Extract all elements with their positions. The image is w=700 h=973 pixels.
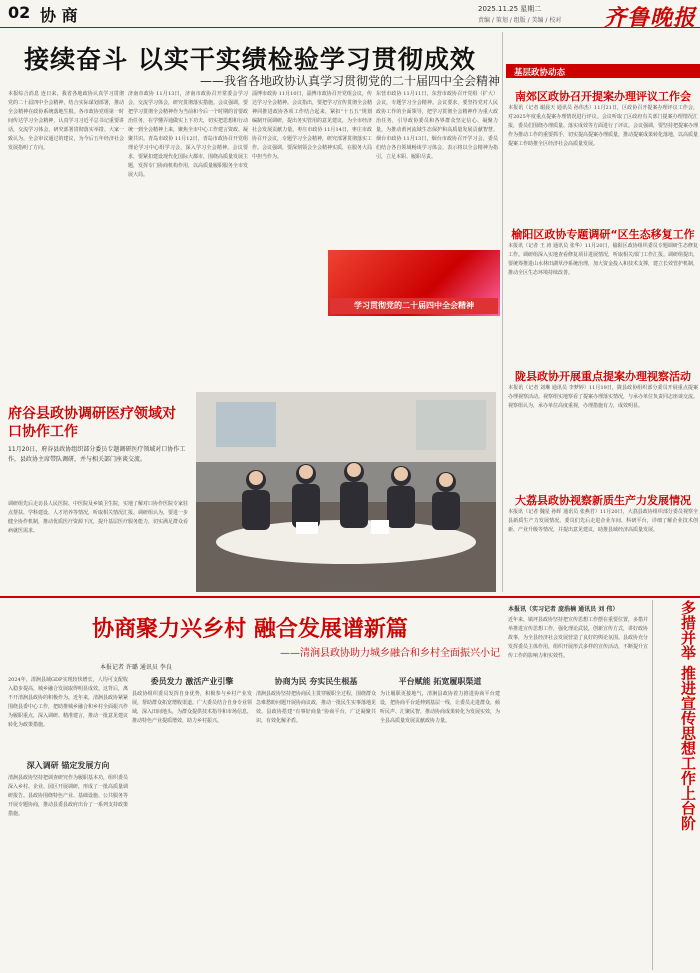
page-section-name: 协 商 bbox=[40, 6, 78, 25]
page-number: 02 bbox=[8, 3, 31, 22]
lead-body-col-1: 本报综合消息 连日来，我省各地政协认真学习贯彻党的二十届四中全会精神，结合实际谋划部署，推动全会精神在政协系统落地生根。各市政协党组第一时间传达学习全会精神，认真学习习近平总书记重要讲话，交流学习体会，研究部署贯彻落实举措。大家一致认为，全会审议通过的建议，为今后五年经济社会发展指明了方向。 bbox=[8, 91, 124, 151]
sidebar-bar-title: 基层政协动态 bbox=[506, 64, 700, 78]
profile-article-body: 调研组先后走访县人民医院、中医院及乡镇卫生院，实地了解对口协作医院专家驻点帮扶、学科建设、人才培养等情况，听取相关情况汇报。调研组认为，要进一步健全协作机制，推动优质医疗资源下沉，提升基层医疗服务能力，切实满足群众看病就医需求。 bbox=[8, 501, 188, 534]
newspaper-logo: 齐鲁晚报 bbox=[604, 5, 697, 31]
profile-article-title: 府谷县政协调研医疗领域对口协作工作 bbox=[8, 406, 176, 440]
section-divider bbox=[0, 596, 700, 598]
sidebar-article-2-body: 本报讯（记者 王 涛 通讯员 张华）11月20日，榆阳区政协组织委员专题调研生态修复工作。调研组深入实地查看修复项目进展情况，听取相关部门工作汇报。调研组提出，要统筹推进山水林田湖草沙系统治理，加大资金投入和技术支撑，建立长效管护机制，推动全区生态环境持续改善。 bbox=[508, 243, 698, 276]
bottom-body-col-2: 县政协组织委员发挥自身优势，积极参与乡村产业发展，帮助群众拓宽增收渠道。广大委员结合自身专业领域，深入田间地头，为群众提供技术指导和市场信息，推动特色产业提质增效，助力乡村振兴。 bbox=[132, 691, 252, 724]
sidebar-article-1-body: 本报讯（记者 谢晨天 通讯员 孙伟杰）11月21日，区政协召开提案办理评议工作会，对2025年度重点提案办理情况进行评议。会议听取了区政府有关部门提案办理情况汇报，委员们围绕办理质量、落实成效等方面进行了评议。会议强调，要坚持把提案办理作为推动工作的重要抓手，切实提高提案办理质量，推动提案成果转化落地，以高质量提案工作助推全区经济社会高质量发展。 bbox=[508, 105, 698, 147]
vertical-article-byline: 本报讯（实习记者 庞浩楠 通讯员 刘 伟） bbox=[508, 606, 619, 613]
sidebar-article-3-body: 本报讯（记者 刘琳 通讯员 李梦婷）11月19日，陇县政协组织部分委员开展重点提案办理视察活动。视察组实地察看了提案办理落实情况，与承办单位负责同志座谈交流。视察组认为，承办单位高度重视，办理措施有力，成效明显。 bbox=[508, 385, 698, 409]
bottom-article-title: 协商聚力兴乡村 融合发展谱新篇 bbox=[92, 617, 408, 642]
sidebar-article-2-title: 榆阳区政协专题调研“区生态移复工作 bbox=[511, 228, 695, 241]
photo-caption-banner: 学习贯彻党的二十届四中全会精神 bbox=[330, 298, 498, 314]
vertical-article-title: 多措并举 推进宣传思想工作上台阶 bbox=[679, 600, 697, 831]
sidebar-article-1-title: 南郊区政协召开提案办理评议工作会 bbox=[515, 90, 691, 103]
sidebar-article-3-title: 陇县政协开展重点提案办理视察活动 bbox=[515, 370, 691, 383]
photo-credit: 记者 许璐 通讯员 张 英 摄 bbox=[318, 585, 376, 591]
bottom-body-col-3: 清涧县政协坚持把协商民主贯穿履职全过程，围绕群众急难愁盼问题开展协商议政，推动一批民生实事落地见效。县政协搭建“有事好商量”协商平台，广泛凝聚共识，有效化解矛盾。 bbox=[256, 691, 376, 724]
lead-body-col-2: 济南市政协 11月13日，济南市政协召开常委会学习会，交流学习体会，研究贯彻落实措施。会议强调，要把学习贯彻全会精神作为当前和今后一个时期的首要政治任务，在学懂弄通做实上下功夫，切实把思想和行动统一到全会精神上来，聚焦全市中心工作建言资政、凝聚共识。青岛市政协 11月12日，青岛市政协召开党组理论学习中心组学习会，深入学习全会精神。会议要求，要紧扣建设现代化国际大都市，围绕高质量发展主题，发挥专门协商机构作用，以高质量履职服务全市发展大局。 bbox=[128, 91, 248, 178]
bottom-body-col-4: 为让履职更接地气，清涧县政协着力推进协商平台建设，把协商平台延伸到基层一线，让委员走进群众，倾听民声、汇聚民智，推动协商成果转化为发展实效，为全县高质量发展贡献政协力量。 bbox=[380, 691, 500, 724]
bottom-subhead-4: 平台赋能 拓宽履职渠道 bbox=[398, 677, 482, 686]
sidebar-article-4-title: 大荔县政协视察新质生产力发展情况 bbox=[515, 494, 691, 507]
bottom-subhead-2: 委员发力 激活产业引擎 bbox=[150, 677, 234, 686]
date-line: 2025.11.25 星期二 bbox=[478, 5, 542, 13]
bottom-subhead-1: 深入调研 锚定发展方向 bbox=[26, 761, 110, 770]
lead-body-col-3: 淄博市政协 11月10日，淄博市政协召开党组会议，传达学习全会精神。会议指出，要把学习宣传贯彻全会精神同推进政协各项工作结合起来，紧扣“十五五”规划编制开展调研，提出务实管用的意见建议，为全市经济社会发展贡献力量。枣庄市政协 11月14日，枣庄市政协召开会议，专题学习全会精神，研究部署贯彻落实工作。会议强调，要深刻领会全会精神实质，在服务大局中担当作为。 bbox=[252, 91, 372, 160]
bottom-body-col-1: 2024年，清涧县域GDP实现较快增长，人均可支配收入稳步提高，城乡融合发展取得明显成效。这背后，离不开清涧县政协的积极作为。近年来，清涧县政协紧紧围绕县委中心工作，把助推城乡融合和乡村全面振兴作为履职重点，深入调研、精准建言，推动一批意见建议转化为政策措施。 bbox=[8, 677, 128, 728]
sidebar-article-4-body: 本报讯（记者 魏星 孙晖 通讯员 张燕君）11月20日，大荔县政协组织部分委员视察全县新质生产力发展情况。委员们先后走进企业车间、科研平台，详细了解企业技术创新、产业升级等情况，并提出意见建议，助推县域经济高质量发展。 bbox=[508, 509, 698, 533]
column-divider-right bbox=[652, 600, 653, 970]
bottom-article-subtitle: ——清涧县政协助力城乡融合和乡村全面振兴小记 bbox=[280, 648, 500, 659]
editor-line: 责编 / 策划 / 组版 / 美编 / 校对 bbox=[478, 17, 562, 24]
meeting-photo bbox=[196, 392, 496, 592]
lead-body-col-4: 东营市政协 11月11日，东营市政协召开党组（扩大）会议，专题学习全会精神。会议要求，要坚持党对人民政协工作的全面领导，把学习贯彻全会精神作为重大政治任务，引导政协委员和各界群众坚定信心、凝聚力量，为推动黄河流域生态保护和高质量发展贡献智慧。烟台市政协 11月13日，烟台市政协召开学习会，委员们结合各自领域畅谈学习体会，表示将以全会精神为指引，立足本职、履职尽责。 bbox=[376, 91, 498, 160]
bottom-subhead-3: 协商为民 夯实民生根基 bbox=[274, 677, 358, 686]
page-header bbox=[0, 0, 700, 31]
bottom-article-byline: 本报记者 许璐 通讯员 李良 bbox=[100, 664, 172, 671]
lead-article-title: 接续奋斗 以实干实绩检验学习贯彻成效 bbox=[24, 45, 476, 74]
profile-article-lead: 11月20日，府谷县政协组织部分委员专题调研医疗领域对口协作工作，县政协主席带队调研，并与相关部门座谈交流。 bbox=[8, 446, 186, 463]
vertical-article-body: 近年来，镇坪县政协坚持把宣传思想工作摆在重要位置，多措并举推进宣传思想工作，强化理论武装，创新宣传方式，讲好政协故事，为全县经济社会发展营造了良好的舆论氛围。县政协充分发挥委员主体作用，组织开展形式多样的宣传活动，不断提升宣传工作的影响力和实效性。 bbox=[508, 617, 648, 659]
lead-article-subtitle: ——我省各地政协认真学习贯彻党的二十届四中全会精神 bbox=[199, 74, 500, 88]
bottom-body-col-1b: 清涧县政协坚持把调查研究作为履职基本功，组织委员深入乡村、企业、园区开展调研，形成了一批高质量调研报告。县政协围绕特色产业、基础设施、公共服务等开展专题协商，推动县委县政府出台了一系列支持政策措施。 bbox=[8, 775, 128, 817]
column-divider bbox=[502, 32, 503, 592]
